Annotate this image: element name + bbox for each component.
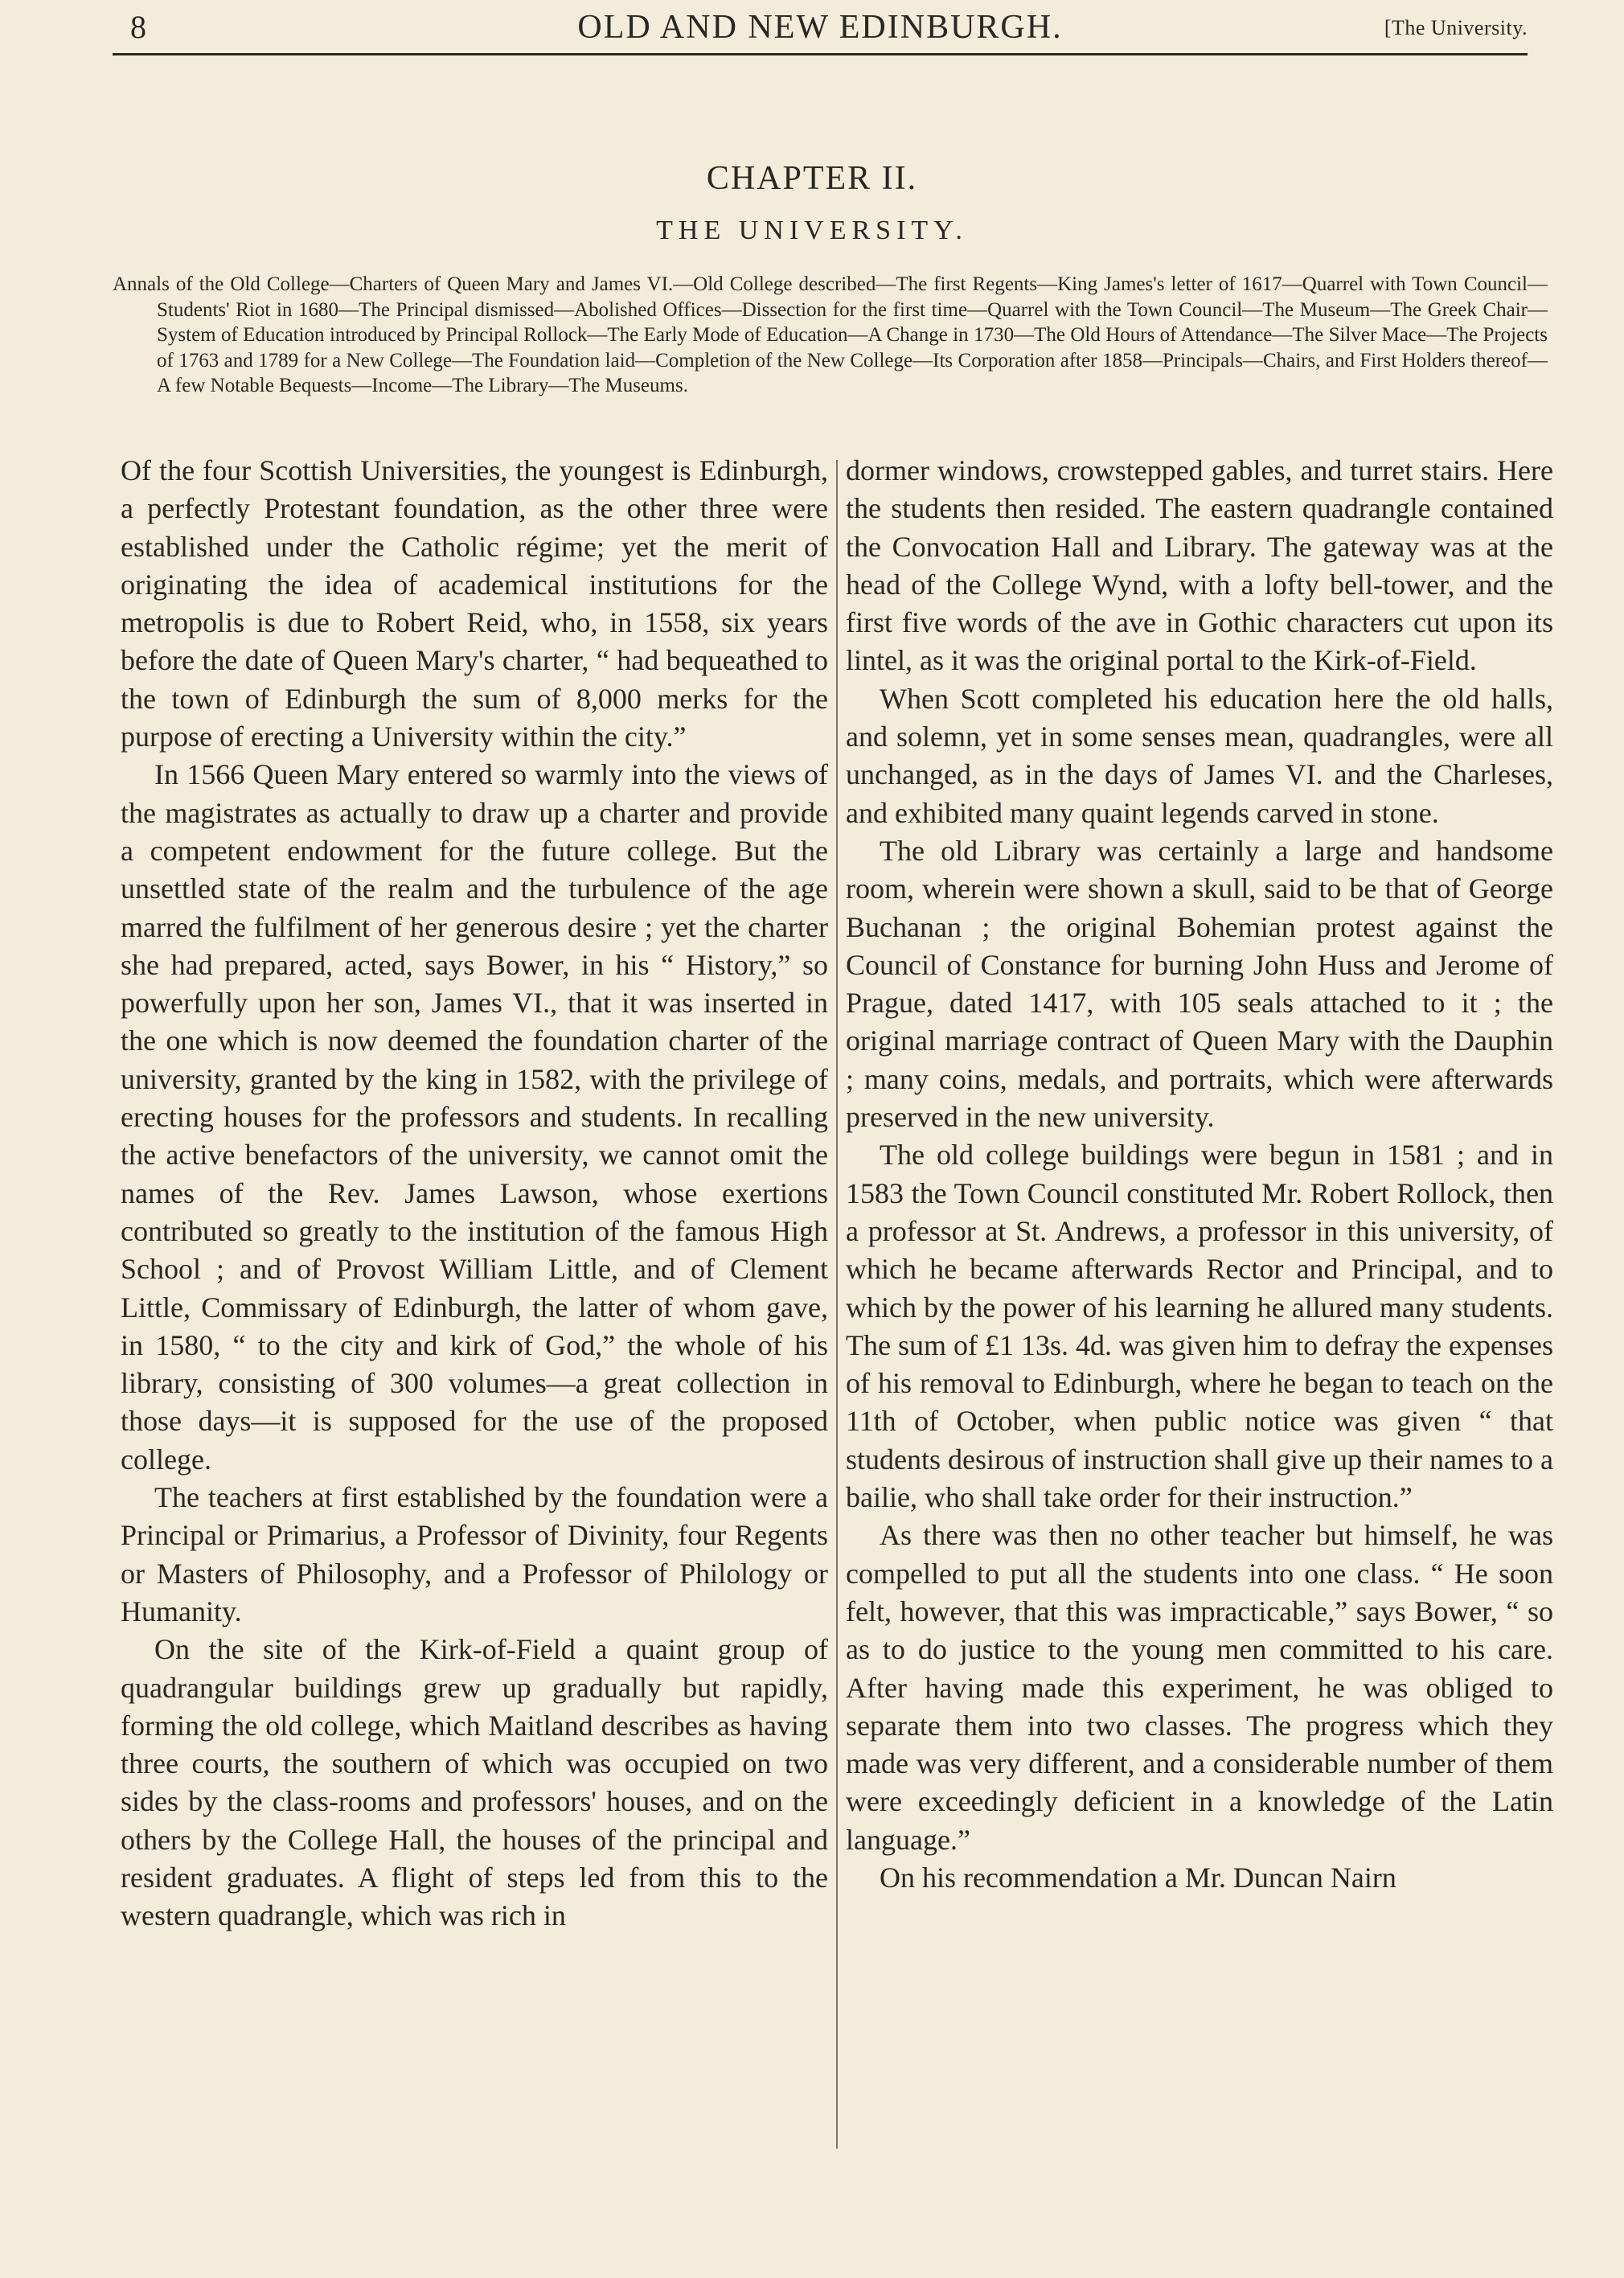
paragraph: The old college buildings were begun in 1581 ; and in 1583 the Town Council constituted Mr. Robert Rollock, then a professor at St. Andrews, a professor in this university, of which he became afterwards Rector and Principal, and to which by the power of his learning he allured many students. The sum of £1 13s. 4d. was given him to defray the expenses of his removal to Edinburgh, where he began to teach on the 11th of October, when public notice was given “ that students desirous of instruction shall give up their names to a bailie, who shall take order for their instruction.” [846, 1139, 1553, 1514]
right-column [846, 452, 1553, 1897]
paragraph: In 1566 Queen Mary entered so warmly into the views of the magistrates as actually to draw up a charter and provide a competent endowment for the future college. But the unsettled state of the realm and the turbulence of the age marred the fulfilment of her generous desire ; yet the charter she had prepared, acted, says Bower, in his “ History,” so powerfully upon her son, James VI., that it was inserted in the one which is now deemed the foundation charter of the university, granted by the king in 1582, with the privilege of erecting houses for the professors and students. In recalling the active benefactors of the university, we cannot omit the names of the Rev. James Lawson, whose exertions contributed so greatly to the institution of the famous High School ; and of Provost William Little, and of Clement Little, Commissary of Edinburgh, the latter of whom gave, in 1580, “ to the city and kirk of God,” the whole of his library, consisting of 300 volumes—a great collection in those days—it is supposed for the use of the proposed college. [121, 758, 828, 1476]
paragraph: On the site of the Kirk-of-Field a quaint group of quadrangular buildings grew up gradually but rapidly, forming the old college, which Maitland describes as having three courts, the southern of which was occupied on two sides by the class-rooms and professors' houses, and on the others by the College Hall, the houses of the principal and resident graduates. A flight of steps led from this to the western quadrangle, which was rich in [121, 1633, 828, 1932]
header-rule [113, 53, 1528, 55]
column-divider [836, 460, 838, 2149]
paragraph: As there was then no other teacher but himself, he was compelled to put all the students into one class. “ He soon felt, however, that this was impracticable,” says Bower, “ so as to do justice to the young men committed to his care. After having made this experiment, he was obliged to separate them into two classes. The progress which they made was very different, and a considerable number of them were exceedingly deficient in a knowledge of the Latin language.” [846, 1519, 1553, 1856]
running-head [113, 8, 1528, 50]
page-number: 8 [130, 9, 146, 45]
chapter-title: THE UNIVERSITY. [656, 215, 968, 245]
running-section: [The University. [1384, 16, 1528, 39]
chapter-synopsis: Annals of the Old College—Charters of Queen Mary and James VI.—Old College described—The first Regents—King James's letter of 1617—Quarrel with Town Council—Students' Riot in 1680—The Principal dismissed—Abolished Offices—Dissection for the first time—Quarrel with the Town Council—The Museum—The Greek Chair—System of Education introduced by Principal Rollock—The Early Mode of Education—A Change in 1730—The Old Hours of Attendance—The Silver Mace—The Projects of 1763 and 1789 for a New College—The Foundation laid—Completion of the New College—Its Corporation after 1858—Principals—Chairs, and First Holders thereof—A few Notable Bequests—Income—The Library—The Museums. [113, 273, 1548, 396]
running-title: OLD AND NEW EDINBURGH. [577, 9, 1063, 46]
chapter-heading: CHAPTER II. [706, 160, 918, 197]
paragraph: The old Library was certainly a large and handsome room, wherein were shown a skull, said to be that of George Buchanan ; the original Bohemian protest against the Council of Constance for burning John Huss and Jerome of Prague, dated 1417, with 105 seals attached to it ; the original marriage contract of Queen Mary with the Dauphin ; many coins, medals, and portraits, which were afterwards preserved in the new university. [846, 834, 1553, 1134]
paragraph: On his recommendation a Mr. Duncan Nairn [880, 1861, 1396, 1894]
paragraph: The teachers at first established by the foundation were a Principal or Primarius, a Professor of Divinity, four Regents or Masters of Philosophy, and a Professor of Philology or Humanity. [121, 1481, 828, 1627]
left-column [121, 452, 828, 1935]
paragraph: When Scott completed his education here the old halls, and solemn, yet in some senses mean, quadrangles, were all unchanged, as in the days of James VI. and the Charleses, and exhibited many quaint legends carved in stone. [846, 682, 1553, 829]
paragraph: dormer windows, crowstepped gables, and turret stairs. Here the students then resided. The eastern quadrangle contained the Convocation Hall and Library. The gateway was at the head of the College Wynd, with a lofty bell-tower, and the first five words of the ave in Gothic characters cut upon its lintel, as it was the original portal to the Kirk-of-Field. [846, 454, 1553, 677]
paragraph: Of the four Scottish Universities, the youngest is Edinburgh, a perfectly Protestant foundation, as the other three were established under the Catholic régime; yet the merit of originating the idea of academical institutions for the metropolis is due to Robert Reid, who, in 1558, six years before the date of Queen Mary's charter, “ had bequeathed to the town of Edinburgh the sum of 8,000 merks for the purpose of erecting a University within the city.” [121, 454, 828, 753]
